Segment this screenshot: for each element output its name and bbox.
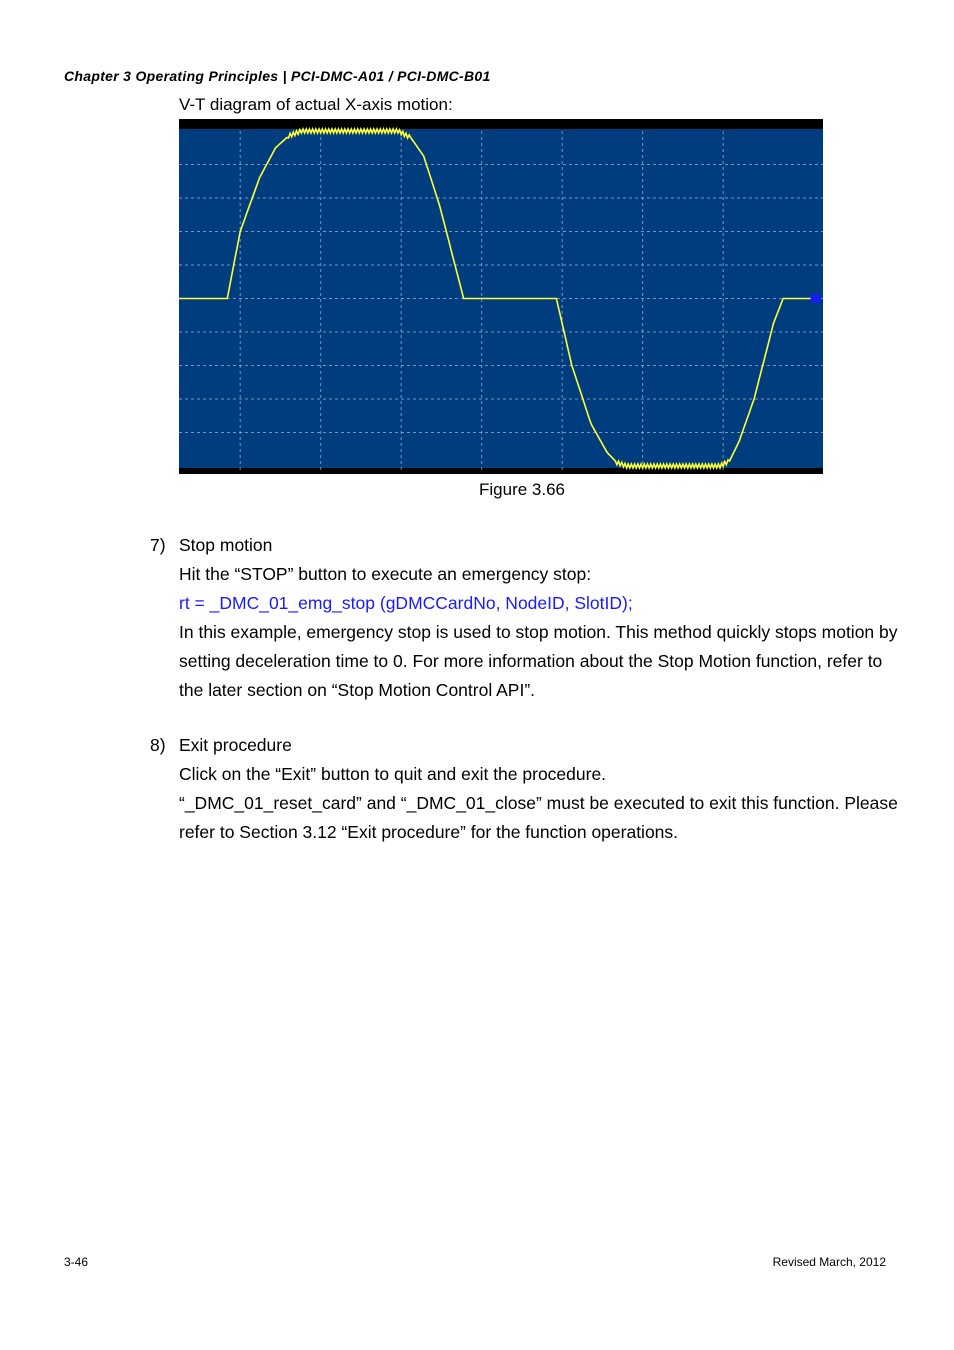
section-instruction: Hit the “STOP” button to execute an emergency stop: <box>179 564 592 584</box>
figure-title: V-T diagram of actual X-axis motion: <box>179 95 453 114</box>
section-title: Exit procedure <box>179 735 292 755</box>
section-paragraph: In this example, emergency stop is used to stop motion. This method quickly stops motion by setting deceleration time to 0. For more information about the Stop Motion function, refer to the later section on “Stop Motion Control API”. <box>179 622 898 700</box>
trace-end-marker <box>811 295 821 303</box>
page-number: 3-46 <box>64 1255 89 1269</box>
revision-date: Revised March, 2012 <box>772 1255 886 1269</box>
vt-diagram <box>179 119 823 474</box>
vt-chart-svg <box>179 119 823 474</box>
section-instruction: Click on the “Exit” button to quit and exit the procedure. <box>179 764 607 784</box>
section-stop-motion <box>150 531 910 705</box>
section-paragraph: “_DMC_01_reset_card” and “_DMC_01_close” must be executed to exit this function. Please refer to Section 3.12 “Exit procedure” for the function operations. <box>179 793 898 842</box>
figure-caption: Figure 3.66 <box>479 480 565 499</box>
section-exit-procedure <box>150 731 910 847</box>
section-number: 7) <box>150 535 166 555</box>
code-line: rt = _DMC_01_emg_stop (gDMCCardNo, NodeID, SlotID); <box>179 593 633 613</box>
section-title: Stop motion <box>179 535 273 555</box>
section-number: 8) <box>150 735 166 755</box>
chapter-header: Chapter 3 Operating Principles | PCI-DMC-A01 / PCI-DMC-B01 <box>64 68 491 84</box>
